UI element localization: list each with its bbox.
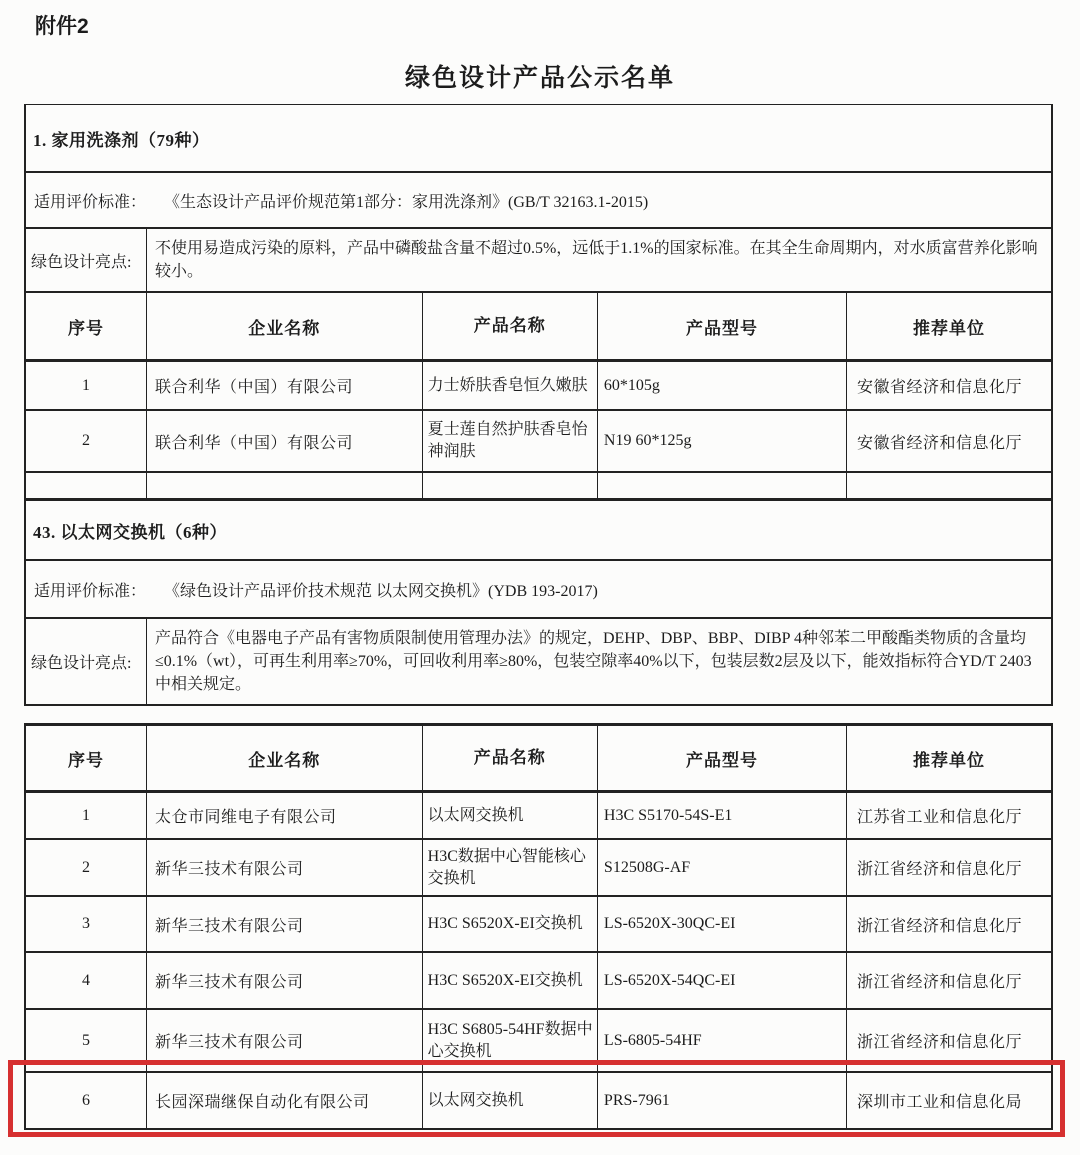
- header-recommender: 推荐单位: [912, 318, 985, 338]
- table-row: [26, 895, 1051, 951]
- cell-recommender: 浙江省经济和信息化厅: [856, 917, 1022, 935]
- cell-serial: 2: [26, 840, 147, 895]
- cell-serial: 4: [26, 953, 147, 1008]
- highlight-row: [26, 617, 1051, 704]
- cell-product-model: LS-6805-54HF: [598, 1010, 847, 1071]
- header-recommender: 推荐单位: [912, 750, 985, 770]
- cell-product-model: LS-6520X-54QC-EI: [598, 953, 847, 1008]
- cell-serial: 2: [26, 411, 147, 471]
- table-row: [26, 1008, 1051, 1071]
- highlight-label: 绿色设计亮点:: [26, 619, 147, 704]
- header-serial: 序号: [26, 293, 147, 359]
- highlight-value: 产品符合《电器电子产品有害物质限制使用管理办法》的规定，DEHP、DBP、BBP、DIBP 4种邻苯二甲酸酯类物质的含量均≤0.1%（wt），可再生利用率≥70%，可回收利用率≥80%，包装空隙率40%以下，包装层数2层及以下，能效指标符合YD/T 2403 中相关规定。: [154, 630, 1032, 693]
- cell-company: 太仓市同维电子有限公司: [147, 793, 423, 838]
- table-row-highlighted: [26, 1071, 1051, 1128]
- attachment-label: 附件2: [35, 15, 89, 38]
- cell-empty: [423, 473, 598, 499]
- cell-recommender: 浙江省经济和信息化厅: [856, 861, 1022, 878]
- cell-product-name: 以太网交换机: [423, 793, 598, 838]
- table-row: [26, 951, 1051, 1008]
- cell-product-model: S12508G-AF: [598, 840, 847, 895]
- cell-product-name: H3C S6520X-EI交换机: [423, 897, 598, 951]
- cell-empty: [847, 473, 1051, 499]
- standard-value: 《绿色设计产品评价技术规范 以太网交换机》(YDB 193-2017): [164, 582, 598, 600]
- standard-label: 适用评价标准：: [34, 582, 147, 600]
- standard-label: 适用评价标准：: [34, 193, 147, 211]
- cell-serial: 1: [26, 793, 147, 838]
- section-detergents: [24, 104, 1053, 499]
- cell-serial: 1: [26, 362, 147, 409]
- section-ethernet-switches: [24, 498, 1053, 706]
- cell-serial: 3: [26, 897, 147, 951]
- cell-product-name: 以太网交换机: [423, 1073, 598, 1128]
- cell-product-model: 60*105g: [598, 362, 847, 409]
- cell-empty: [147, 473, 423, 499]
- cell-recommender: 安徽省经济和信息化厅: [856, 434, 1022, 452]
- section-heading-text: 43. 以太网交换机（6种）: [33, 522, 227, 542]
- cell-product-model: H3C S5170-54S-E1: [598, 793, 847, 838]
- standard-row: [26, 559, 1051, 617]
- cell-product-name: H3C S6520X-EI交换机: [423, 953, 598, 1008]
- highlight-value: 不使用易造成污染的原料，产品中磷酸盐含量不超过0.5%，远低于1.1%的国家标准。在其全生命周期内，对水质富营养化影响较小。: [154, 240, 1038, 280]
- cell-serial: 6: [26, 1073, 147, 1128]
- cell-product-name: H3C数据中心智能核心交换机: [423, 840, 598, 895]
- cell-product-name: H3C S6805-54HF数据中心交换机: [423, 1010, 598, 1071]
- highlight-label: 绿色设计亮点:: [26, 229, 147, 291]
- cell-company: 新华三技术有限公司: [147, 953, 423, 1008]
- cell-serial: 5: [26, 1010, 147, 1071]
- cell-company: 长园深瑞继保自动化有限公司: [147, 1073, 423, 1128]
- cell-empty: [598, 473, 847, 499]
- cell-company: 联合利华（中国）有限公司: [147, 362, 423, 409]
- section-heading: [26, 501, 1051, 559]
- highlight-row: [26, 227, 1051, 291]
- header-product-model: 产品型号: [598, 726, 847, 790]
- cell-product-model: N19 60*125g: [598, 411, 847, 471]
- cell-recommender: 江苏省工业和信息化厅: [856, 809, 1022, 826]
- standard-value: 《生态设计产品评价规范第1部分：家用洗涤剂》(GB/T 32163.1-2015): [164, 193, 649, 211]
- standard-row: [26, 171, 1051, 227]
- cell-product-model: PRS-7961: [598, 1073, 847, 1128]
- cell-company: 新华三技术有限公司: [147, 897, 423, 951]
- ethernet-switch-table: [24, 723, 1053, 1130]
- page-title: 绿色设计产品公示名单: [404, 64, 675, 92]
- cell-product-name: 力士娇肤香皂恒久嫩肤: [423, 362, 598, 409]
- cell-company: 联合利华（中国）有限公司: [147, 411, 423, 471]
- cell-recommender: 深圳市工业和信息化局: [856, 1094, 1022, 1111]
- section-heading: [26, 105, 1051, 171]
- cell-product-name: 夏士莲自然护肤香皂怡神润肤: [423, 411, 598, 471]
- cell-recommender: 浙江省经济和信息化厅: [856, 974, 1022, 991]
- cell-company: 新华三技术有限公司: [147, 1010, 423, 1071]
- cell-company: 新华三技术有限公司: [147, 840, 423, 895]
- header-company: 企业名称: [147, 293, 423, 359]
- table-row: [26, 409, 1051, 471]
- table-header-row: [26, 726, 1051, 790]
- table-row: [26, 790, 1051, 838]
- cell-empty: [26, 473, 147, 499]
- table-row: [26, 359, 1051, 409]
- header-company: 企业名称: [147, 726, 423, 790]
- table-header-row: [26, 291, 1051, 359]
- table-row: [26, 838, 1051, 895]
- cell-recommender: 安徽省经济和信息化厅: [856, 379, 1022, 396]
- header-product-name: 产品名称: [423, 726, 598, 790]
- cell-product-model: LS-6520X-30QC-EI: [598, 897, 847, 951]
- header-serial: 序号: [26, 726, 147, 790]
- header-product-name: 产品名称: [423, 293, 598, 359]
- cell-recommender: 浙江省经济和信息化厅: [856, 1034, 1022, 1051]
- clipped-table-row: [26, 471, 1051, 499]
- header-product-model: 产品型号: [598, 293, 847, 359]
- section-heading-text: 1. 家用洗涤剂（79种）: [33, 130, 210, 150]
